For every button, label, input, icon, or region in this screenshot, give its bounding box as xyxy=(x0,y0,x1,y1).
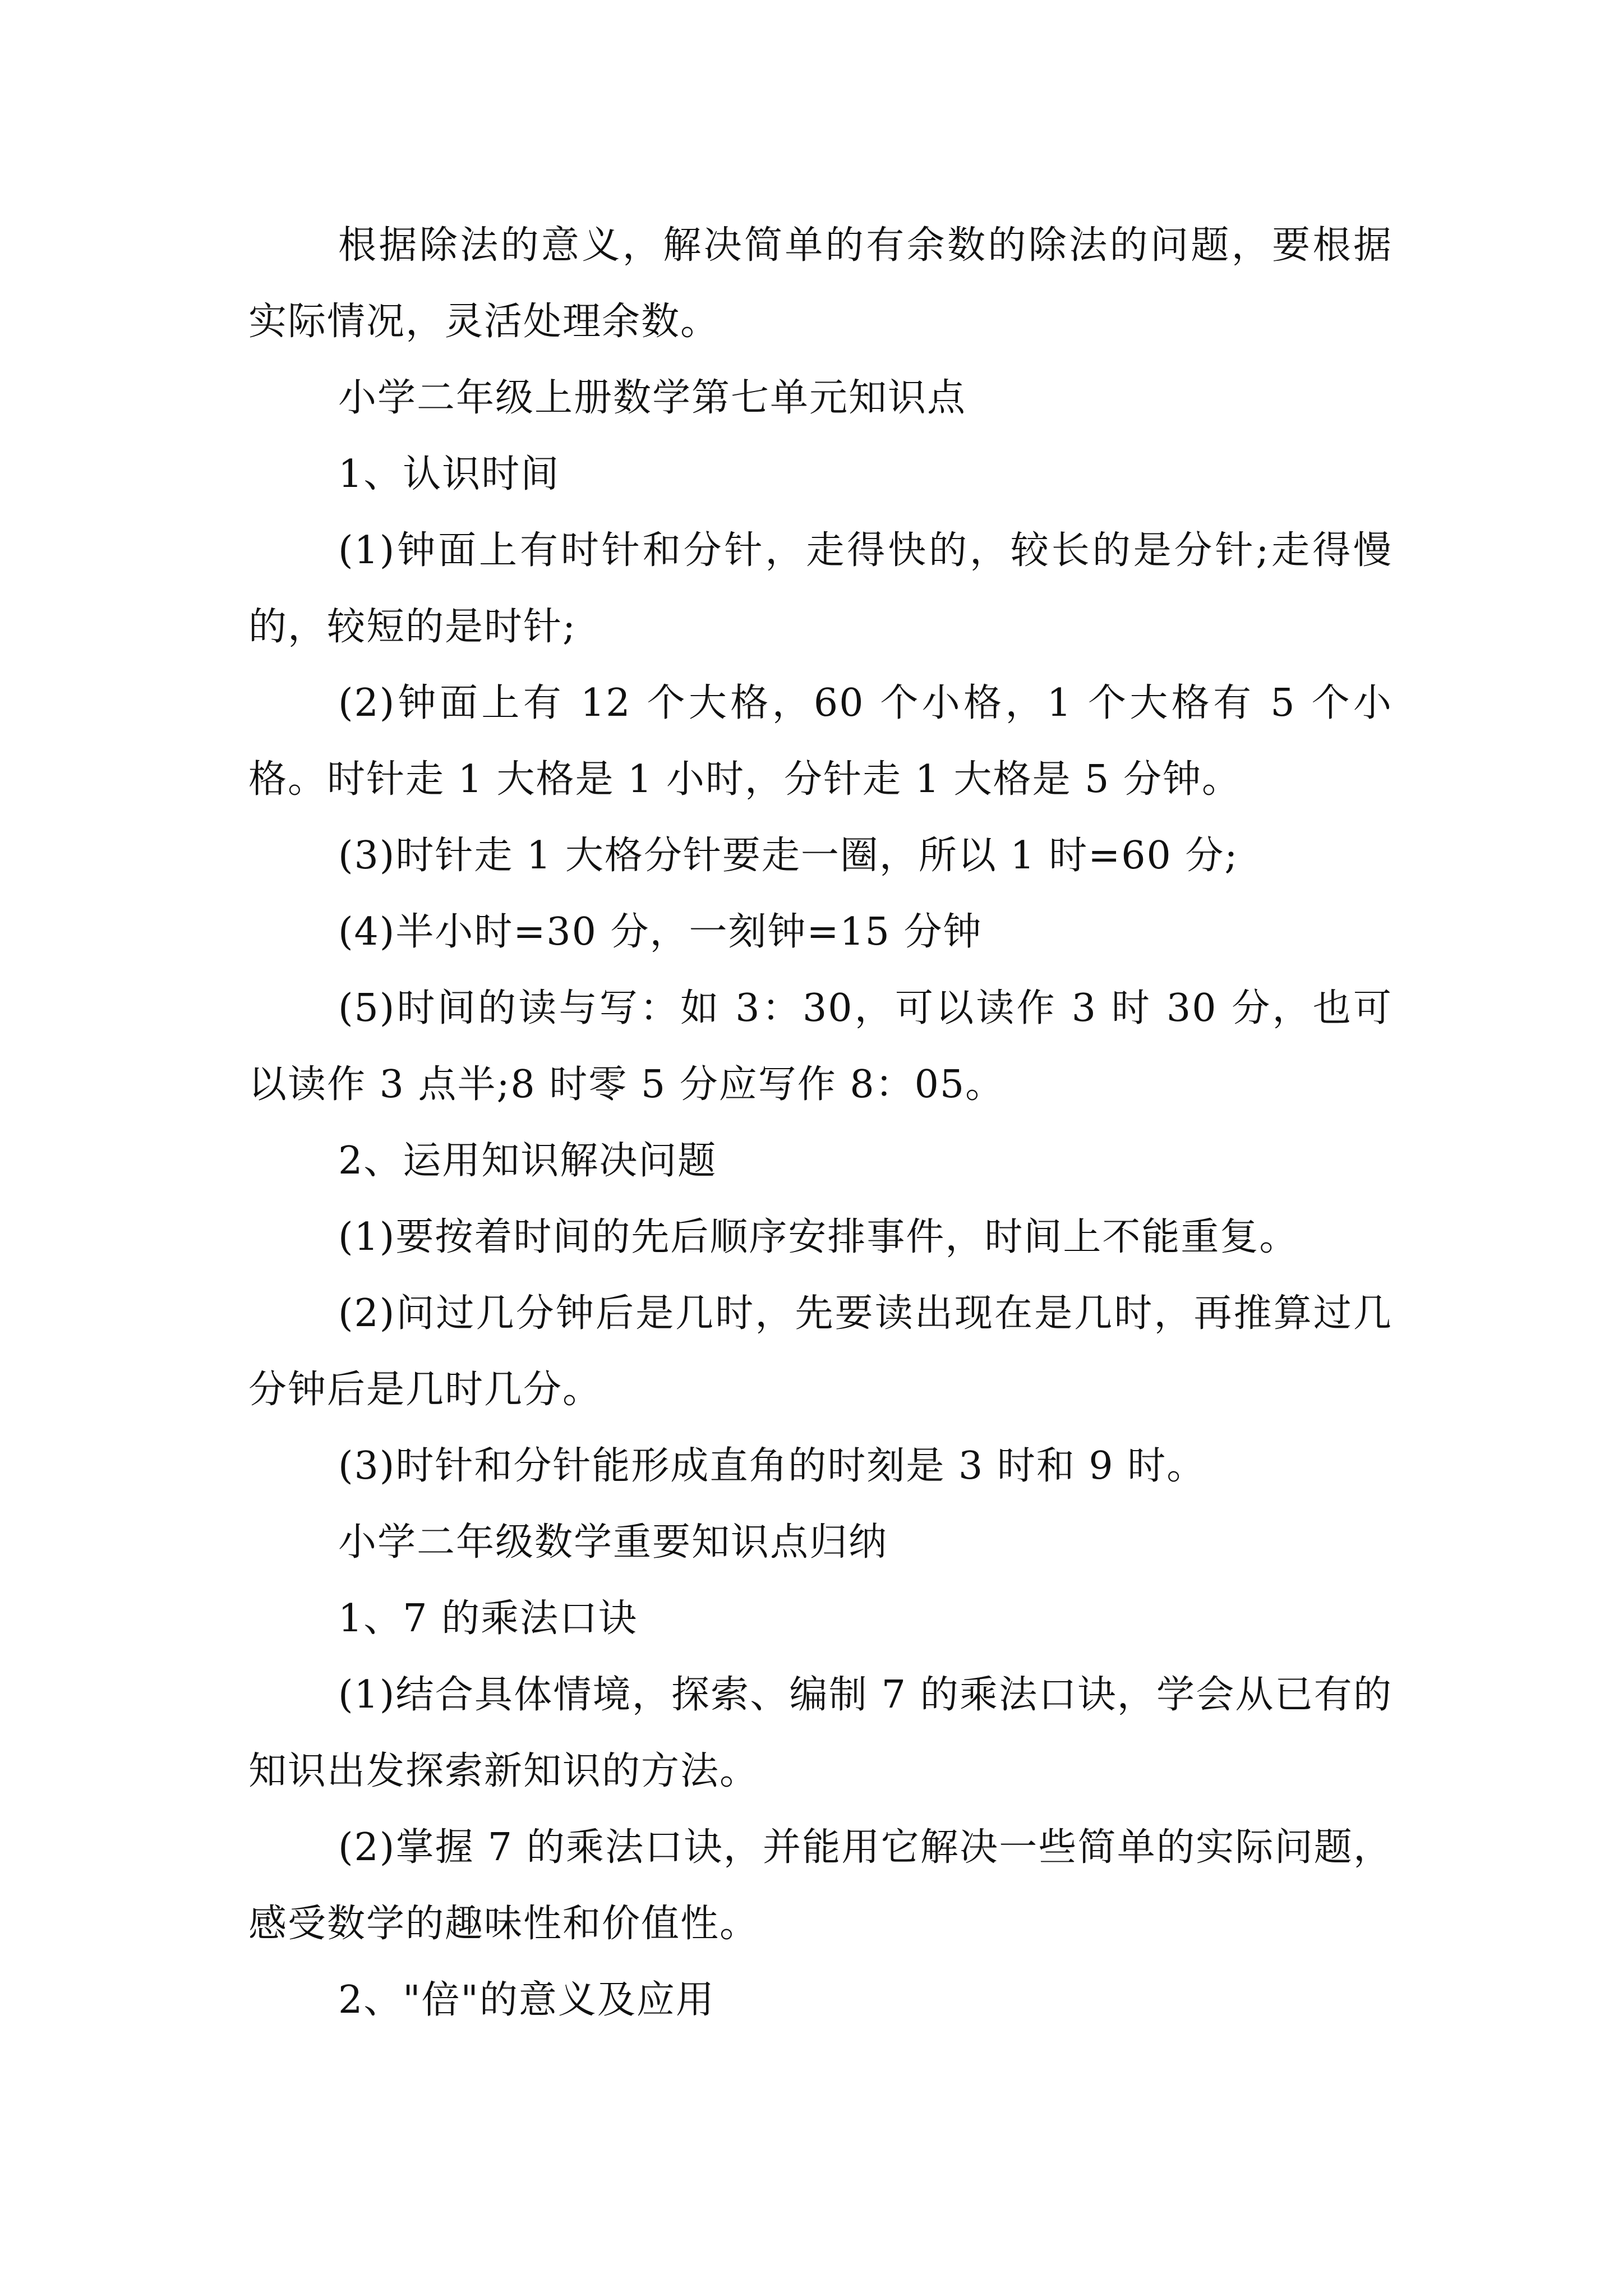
list-item-half-hour: (4)半小时=30 分，一刻钟=15 分钟 xyxy=(338,910,983,954)
paragraph-remainder-division: 根据除法的意义，解决简单的有余数的除法的问题，要根据实际情况，灵活处理余数。 xyxy=(248,223,1393,344)
list-item-master-table: (2)掌握 7 的乘法口诀，并能用它解决一些简单的实际问题，感受数学的趣味性和价值性。 xyxy=(248,1825,1393,1946)
list-item-clock-hands: (1)钟面上有时针和分针，走得快的，较长的是分针;走得慢的，较短的是时针; xyxy=(248,528,1393,649)
list-item-read-write-time: (5)时间的读与写：如 3：30，可以读作 3 时 30 分，也可以读作 3 点半;8 时零 5 分应写作 8：05。 xyxy=(248,986,1393,1107)
section-heading-unit-7: 小学二年级上册数学第七单元知识点 xyxy=(338,376,967,420)
section-heading-key-points: 小学二年级数学重要知识点归纳 xyxy=(338,1520,888,1565)
list-item-schedule-events: (1)要按着时间的先后顺序安排事件，时间上不能重复。 xyxy=(338,1215,1299,1259)
subheading-apply-knowledge: 2、运用知识解决问题 xyxy=(338,1139,717,1183)
document-body xyxy=(248,208,1393,2039)
subheading-times-table-7: 1、7 的乘法口诀 xyxy=(338,1596,638,1641)
list-item-elapsed-time: (2)问过几分钟后是几时，先要读出现在是几时，再推算过几分钟后是几时几分。 xyxy=(248,1291,1393,1412)
list-item-explore-table: (1)结合具体情境，探索、编制 7 的乘法口诀，学会从已有的知识出发探索新知识的方法。 xyxy=(248,1673,1393,1793)
list-item-right-angle: (3)时针和分针能形成直角的时刻是 3 时和 9 时。 xyxy=(338,1444,1206,1488)
subheading-multiple-meaning: 2、"倍"的意义及应用 xyxy=(338,1978,715,2022)
list-item-clock-grid: (2)钟面上有 12 个大格，60 个小格，1 个大格有 5 个小格。时针走 1 大格是 1 小时，分针走 1 大格是 5 分钟。 xyxy=(248,681,1393,802)
list-item-hour-minute: (3)时针走 1 大格分针要走一圈，所以 1 时=60 分; xyxy=(338,834,1239,878)
subheading-recognize-time: 1、认识时间 xyxy=(338,452,560,496)
